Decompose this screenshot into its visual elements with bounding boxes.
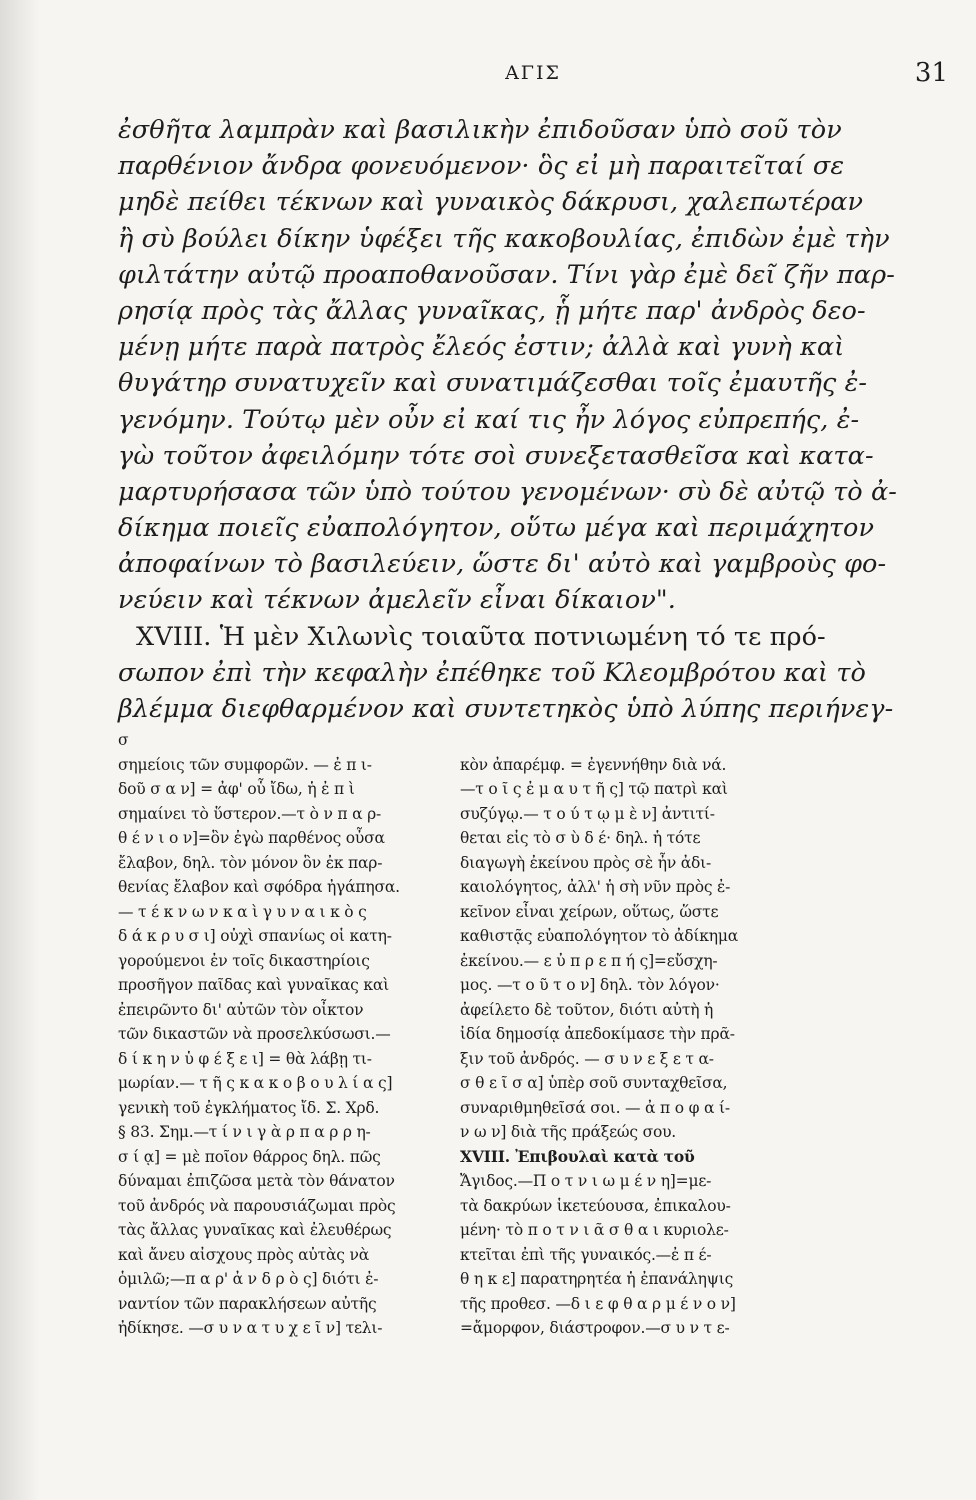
note-line: ἀφείλετο δὲ τοῦτον, διότι αὐτὴ ἡ xyxy=(460,1000,714,1019)
note-line: ἐκείνου.— ε ὐ π ρ ε π ή ς]=εὔσχη- xyxy=(460,951,718,970)
main-line: νεύειν καὶ τέκνων ἀμελεῖν εἶναι δίκαιον". xyxy=(118,585,676,616)
section-heading-line: XVIII. Ἡ μὲν Χιλωνὶς τοιαῦτα ποτνιωμένη τό τε πρό- xyxy=(136,621,826,652)
note-line: δοῦ σ α ν] = ἀφ' οὗ ἴδω, ἡ ἐ π ὶ xyxy=(118,780,355,798)
note-line: Ἄγιδος.—Π ο τ ν ι ω μ έ ν η]=με- xyxy=(460,1172,712,1190)
note-line xyxy=(460,728,778,753)
note-section-heading: XVIII. Ἐπιβουλαὶ κατὰ τοῦ xyxy=(460,1146,695,1166)
note-line: σ xyxy=(118,731,129,749)
main-line: βλέμμα διεφθαρμένον καὶ συντετηκὸς ὑπὸ λύπης περιήνεγ- xyxy=(118,694,894,724)
note-line: ἔλαβον, δηλ. τὸν μόνον ὃν ἐκ παρ- xyxy=(118,853,383,872)
running-head: ΑΓΙΣ xyxy=(505,62,561,84)
note-line: καὶ ἄνευ αἰσχους πρὸς αὐτὰς νὰ xyxy=(118,1245,369,1264)
page-edge-shadow xyxy=(0,0,40,1500)
note-line: ἠδίκησε. —σ υ ν α τ υ χ ε ῖ ν] τελι- xyxy=(118,1319,383,1337)
note-line: καιολόγητος, ἀλλ' ἡ σὴ νῦν πρὸς ἐ- xyxy=(460,878,731,896)
note-line: ξιν τοῦ ἀνδρός. — σ υ ν ε ξ ε τ α- xyxy=(460,1049,714,1068)
page-number: 31 xyxy=(914,58,948,88)
note-line: ν ω ν] διὰ τῆς πράξεώς σου. xyxy=(460,1123,677,1141)
note-line: θ έ ν ι ο ν]=ὃν ἐγὼ παρθένος οὖσα xyxy=(118,829,385,847)
note-line: τὰ δακρύων ἱκετεύουσα, ἐπικαλου- xyxy=(460,1196,731,1215)
note-line: μένη· τὸ π ο τ ν ι ᾶ σ θ α ι κυριολε- xyxy=(460,1221,729,1239)
note-line: μωρίαν.— τ ῆ ς κ α κ ο β ο υ λ ί α ς] xyxy=(118,1074,393,1092)
note-line: κτεῖται ἐπὶ τῆς γυναικός.—ἐ π έ- xyxy=(460,1245,712,1264)
note-line: θεται εἰς τὸ σ ὺ δ έ· δηλ. ἡ τότε xyxy=(460,829,701,847)
note-line: ὁμιλῶ;—π α ρ' ἀ ν δ ρ ὸ ς] διότι ἐ- xyxy=(118,1270,379,1288)
main-line: θυγάτηρ συνατυχεῖν καὶ συνατιμάζεσθαι τοῖς ἐμαυτῆς ἐ- xyxy=(118,368,868,399)
note-line: κὸν ἀπαρέμφ. = ἐγεννήθην διὰ νά. xyxy=(460,755,727,774)
main-line: γενόμην. Τούτῳ μὲν οὖν εἰ καί τις ἦν λόγος εὐπρεπής, ἐ- xyxy=(118,404,860,435)
note-line: — τ έ κ ν ω ν κ α ὶ γ υ ν α ι κ ὸ ς xyxy=(118,902,367,921)
note-line: διαγωγὴ ἐκείνου πρὸς σὲ ἦν ἀδι- xyxy=(460,853,712,872)
note-line: προσῆγον παῖδας καὶ γυναῖκας καὶ xyxy=(118,976,389,994)
note-line: γορούμενοι ἐν τοῖς δικαστηρίοις xyxy=(118,951,370,970)
main-text xyxy=(118,112,898,727)
footnotes-left-column xyxy=(118,728,436,1341)
main-line: ἐσθῆτα λαμπρὰν καὶ βασιλικὴν ἐπιδοῦσαν ὑπὸ σοῦ τὸν xyxy=(118,115,842,145)
note-line: δ ά κ ρ υ σ ι] οὐχὶ σπανίως οἱ κατη- xyxy=(118,927,392,945)
note-line: τῶν δικαστῶν νὰ προσελκύσωσι.— xyxy=(118,1025,391,1043)
note-line: σημαίνει τὸ ὕστερον.—τ ὸ ν π α ρ- xyxy=(118,804,382,823)
note-line: δ ί κ η ν ὑ φ έ ξ ε ι] = θὰ λάβῃ τι- xyxy=(118,1049,372,1068)
note-line: τῆς προθεσ. —δ ι ε φ θ α ρ μ έ ν ο ν] xyxy=(460,1294,736,1313)
note-line: κεῖνον εἶναι χείρων, οὕτως, ὥστε xyxy=(460,902,719,921)
note-line: τοῦ ἀνδρός νὰ παρουσιάζωμαι πρὸς xyxy=(118,1196,396,1215)
main-line: μηδὲ πείθει τέκνων καὶ γυναικὸς δάκρυσι, χαλεπωτέραν xyxy=(118,187,864,218)
note-line: ναντίον τῶν παρακλήσεων αὐτῆς xyxy=(118,1294,377,1313)
main-line: γὼ τοῦτον ἀφειλόμην τότε σοὶ συνεξετασθεῖσα καὶ κατα- xyxy=(118,440,874,471)
note-line: σημείοις τῶν συμφορῶν. — ἐ π ι- xyxy=(118,755,372,774)
main-line: σωπον ἐπὶ τὴν κεφαλὴν ἐπέθηκε τοῦ Κλεομβρότου καὶ τὸ xyxy=(118,657,866,688)
note-line: § 83. Σημ.—τ ί ν ι γ ὰ ρ π α ρ ρ η- xyxy=(118,1123,371,1141)
note-line: ἐπειρῶντο δι' αὐτῶν τὸν οἶκτον xyxy=(118,1000,364,1019)
note-line: συναριθμηθεῖσά σοι. — ἀ π ο φ α ί- xyxy=(460,1098,730,1117)
note-line: γενικὴ τοῦ ἐγκλήματος ἴδ. Σ. Χρδ. xyxy=(118,1098,380,1117)
main-line: ἢ σὺ βούλει δίκην ὑφέξει τῆς κακοβουλίας, ἐπιδὼν ἐμὲ τὴν xyxy=(118,223,890,254)
main-line: φιλτάτην αὐτῷ προαποθανοῦσαν. Τίνι γὰρ ἐμὲ δεῖ ζῆν παρ- xyxy=(118,259,895,290)
note-line: ἰδία δημοσίᾳ ἀπεδοκίμασε τὴν πρᾶ- xyxy=(460,1025,735,1043)
footnotes-right-column xyxy=(460,728,778,1341)
note-line: δύναμαι ἐπιζῶσα μετὰ τὸν θάνατον xyxy=(118,1172,395,1190)
note-line: σ θ ε ῖ σ α] ὑπὲρ σοῦ συνταχθεῖσα, xyxy=(460,1074,728,1092)
note-line: τὰς ἄλλας γυναῖκας καὶ ἐλευθέρως xyxy=(118,1221,392,1239)
main-line: μένῃ μήτε παρὰ πατρὸς ἔλεός ἐστιν; ἀλλὰ καὶ γυνὴ καὶ xyxy=(118,332,845,363)
page-header xyxy=(118,58,948,94)
note-line: μος. —τ ο ῦ τ ο ν] δηλ. τὸν λόγον· xyxy=(460,976,720,994)
note-line: =ἄμορφον, διάστροφον.—σ υ ν τ ε- xyxy=(460,1319,730,1337)
note-line: καθιστᾷς εὐαπολόγητον τὸ ἀδίκημα xyxy=(460,927,739,945)
note-line: συζύγῳ.— τ ο ύ τ ῳ μ ὲ ν] ἀντιτί- xyxy=(460,804,715,823)
main-line: ρησίᾳ πρὸς τὰς ἄλλας γυναῖκας, ᾗ μήτε παρ' ἀνδρὸς δεο- xyxy=(118,295,866,326)
note-line: —τ ο ῖ ς ἐ μ α υ τ ῆ ς] τῷ πατρὶ καὶ xyxy=(460,780,728,798)
note-line: θ η κ ε] παρατηρητέα ἡ ἐπανάληψις xyxy=(460,1270,734,1288)
note-line: σ ί ᾳ] = μὲ ποῖον θάρρος δηλ. πῶς xyxy=(118,1147,381,1166)
main-line: παρθένιον ἄνδρα φονευόμενον· ὃς εἰ μὴ παραιτεῖταί σε xyxy=(118,151,845,182)
main-line: ἀποφαίνων τὸ βασιλεύειν, ὥστε δι' αὐτὸ καὶ γαμβροὺς φο- xyxy=(118,549,887,580)
main-line: μαρτυρήσασα τῶν ὑπὸ τούτου γενομένων· σὺ δὲ αὐτῷ τὸ ἀ- xyxy=(118,476,898,507)
main-line: δίκημα ποιεῖς εὐαπολόγητον, οὕτω μέγα καὶ περιμάχητον xyxy=(118,513,875,544)
note-line: θενίας ἔλαβον καὶ σφόδρα ἠγάπησα. xyxy=(118,878,400,896)
